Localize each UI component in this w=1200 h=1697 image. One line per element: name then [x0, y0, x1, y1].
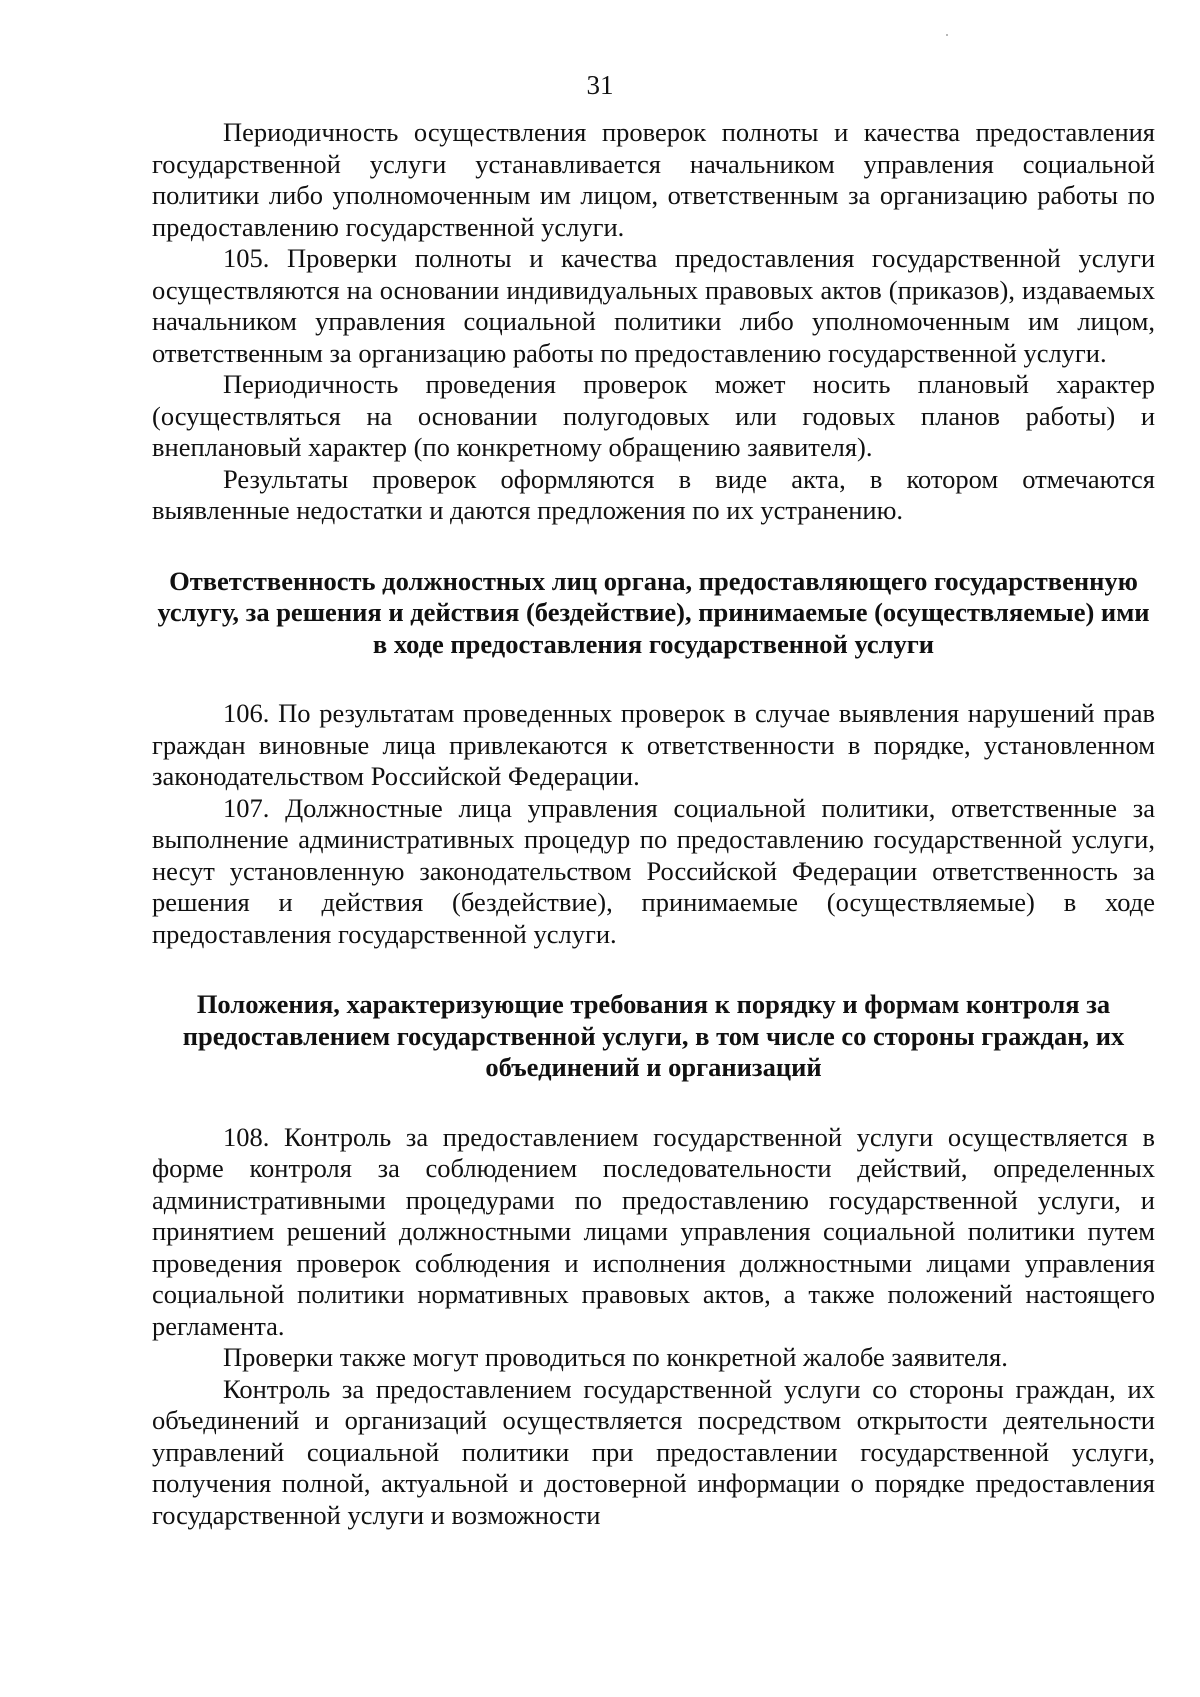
- paragraph: Проверки также могут проводиться по конкретной жалобе заявителя.: [223, 1342, 1008, 1372]
- paragraph: Периодичность проведения проверок может носить плановый характер (осуществляться на основании полугодовых или годовых планов работы) и внеплановый характер (по конкретному обращению заявителя).: [152, 369, 1155, 462]
- document-body: [152, 117, 1155, 1531]
- page-number: 31: [586, 70, 614, 100]
- paragraph-106: 106. По результатам проведенных проверок в случае выявления нарушений прав граждан виновные лица привлекаются к ответственности в порядке, установленном законодательством Российской Федерации.: [152, 698, 1155, 791]
- paragraph: Контроль за предоставлением государственной услуги со стороны граждан, их объединений и организаций осуществляется посредством открытости деятельности управлений социальной политики при предоставлении государственной услуги, получения полной, актуальной и достоверной информации о порядке предоставления государственной услуги и возможности: [152, 1373, 1155, 1530]
- paragraph-105: 105. Проверки полноты и качества предоставления государственной услуги осуществляются на основании индивидуальных правовых актов (приказов), издаваемых начальником управления социальной политики либо уполномоченным им лицом, ответственным за организацию работы по предоставлению государственной услуги.: [152, 243, 1155, 368]
- paragraph: Периодичность осуществления проверок полноты и качества предоставления государственной услуги устанавливается начальником управления социальной политики либо уполномоченным им лицом, ответственным за организацию работы по предоставлению государственной услуги.: [152, 117, 1155, 242]
- paragraph: Результаты проверок оформляются в виде акта, в котором отмечаются выявленные недостатки и даются предложения по их устранению.: [152, 463, 1155, 525]
- scan-dot: [946, 34, 948, 36]
- paragraph-108: 108. Контроль за предоставлением государственной услуги осуществляется в форме контроля за соблюдением последовательности действий, определенных административными процедурами по предоставлению государственной услуги, и принятием решений должностными лицами управления социальной политики путем проведения проверок соблюдения и исполнения должностными лицами управления социальной политики нормативных правовых актов, а также положений настоящего регламента.: [152, 1121, 1155, 1341]
- paragraph-107: 107. Должностные лица управления социальной политики, ответственные за выполнение административных процедур по предоставлению государственной услуги, несут установленную законодательством Российской Федерации ответственность за решения и действия (бездействие), принимаемые (осуществляемые) в ходе предоставления государственной услуги.: [152, 792, 1155, 949]
- section-heading-control-requirements: Положения, характеризующие требования к порядку и формам контроля за предоставлением государственной услуги, в том числе со стороны граждан, их объединений и организаций: [182, 989, 1125, 1082]
- section-heading-responsibility: Ответственность должностных лиц органа, предоставляющего государственную услугу, за решения и действия (бездействие), принимаемые (осуществляемые) ими в ходе предоставления государственной услуги: [157, 565, 1150, 659]
